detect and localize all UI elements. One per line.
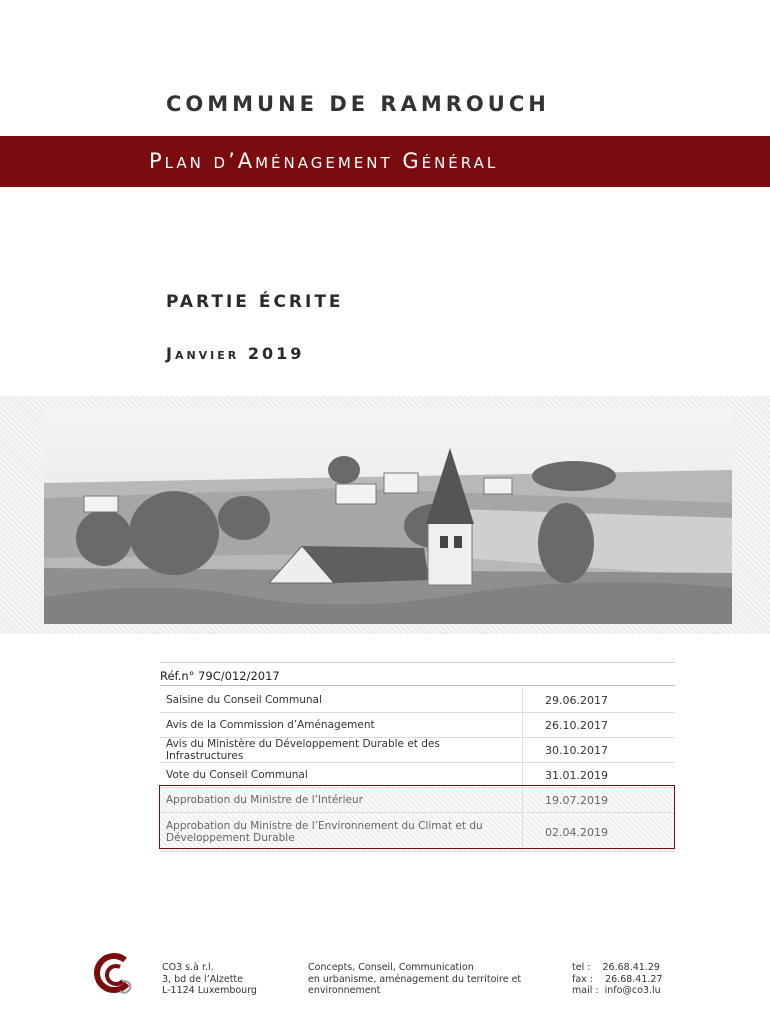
procedure-table (160, 688, 675, 852)
step-date: 30.10.2017 (523, 738, 676, 763)
step-label: Saisine du Conseil Communal (160, 688, 523, 713)
reference-rule (160, 685, 675, 686)
document-part-title: PARTIE ÉCRITE (166, 292, 344, 312)
step-date: 31.01.2019 (523, 763, 676, 788)
footer-line: environnement (308, 985, 381, 996)
footer-line: CO3 s.à r.l. (162, 962, 214, 973)
co3-logo-icon (94, 951, 138, 995)
table-row (160, 813, 675, 852)
reference-number: Réf.n° 79C/012/2017 (160, 669, 280, 683)
table-row (160, 763, 675, 788)
table-row (160, 788, 675, 813)
step-label: Vote du Conseil Communal (160, 763, 523, 788)
step-date: 26.10.2017 (523, 713, 676, 738)
step-label: Avis de la Commission d’Aménagement (160, 713, 523, 738)
step-label: Avis du Ministère du Développement Durable et des Infrastructures (160, 738, 523, 763)
reference-top-rule (160, 662, 675, 663)
footer-line: tel : 26.68.41.29 (572, 962, 660, 973)
footer-line: fax : 26.68.41.27 (572, 973, 663, 985)
footer-line: Concepts, Conseil, Communication (308, 962, 474, 973)
table-row (160, 738, 675, 763)
table-row (160, 688, 675, 713)
footer-services (308, 962, 521, 997)
footer-line: mail : info@co3.lu (572, 985, 661, 996)
step-label: Approbation du Ministre de l’Environnement du Climat et du Développement Durable (160, 813, 523, 852)
document-date: Janvier 2019 (166, 344, 305, 363)
footer-line: en urbanisme, aménagement du territoire et (308, 973, 522, 985)
footer-line: 3, bd de l’Alzette (162, 973, 243, 985)
footer-company (162, 962, 257, 997)
table-row (160, 713, 675, 738)
footer-contact (572, 962, 663, 997)
village-photo (44, 408, 732, 624)
step-date: 19.07.2019 (523, 788, 676, 813)
step-date: 02.04.2019 (523, 813, 676, 852)
footer-line: L-1124 Luxembourg (162, 985, 257, 996)
step-date: 29.06.2017 (523, 688, 676, 713)
step-label: Approbation du Ministre de l’Intérieur (160, 788, 523, 813)
commune-title: COMMUNE DE RAMROUCH (166, 92, 550, 116)
plan-title: Plan d’Aménagement Général (149, 149, 499, 173)
